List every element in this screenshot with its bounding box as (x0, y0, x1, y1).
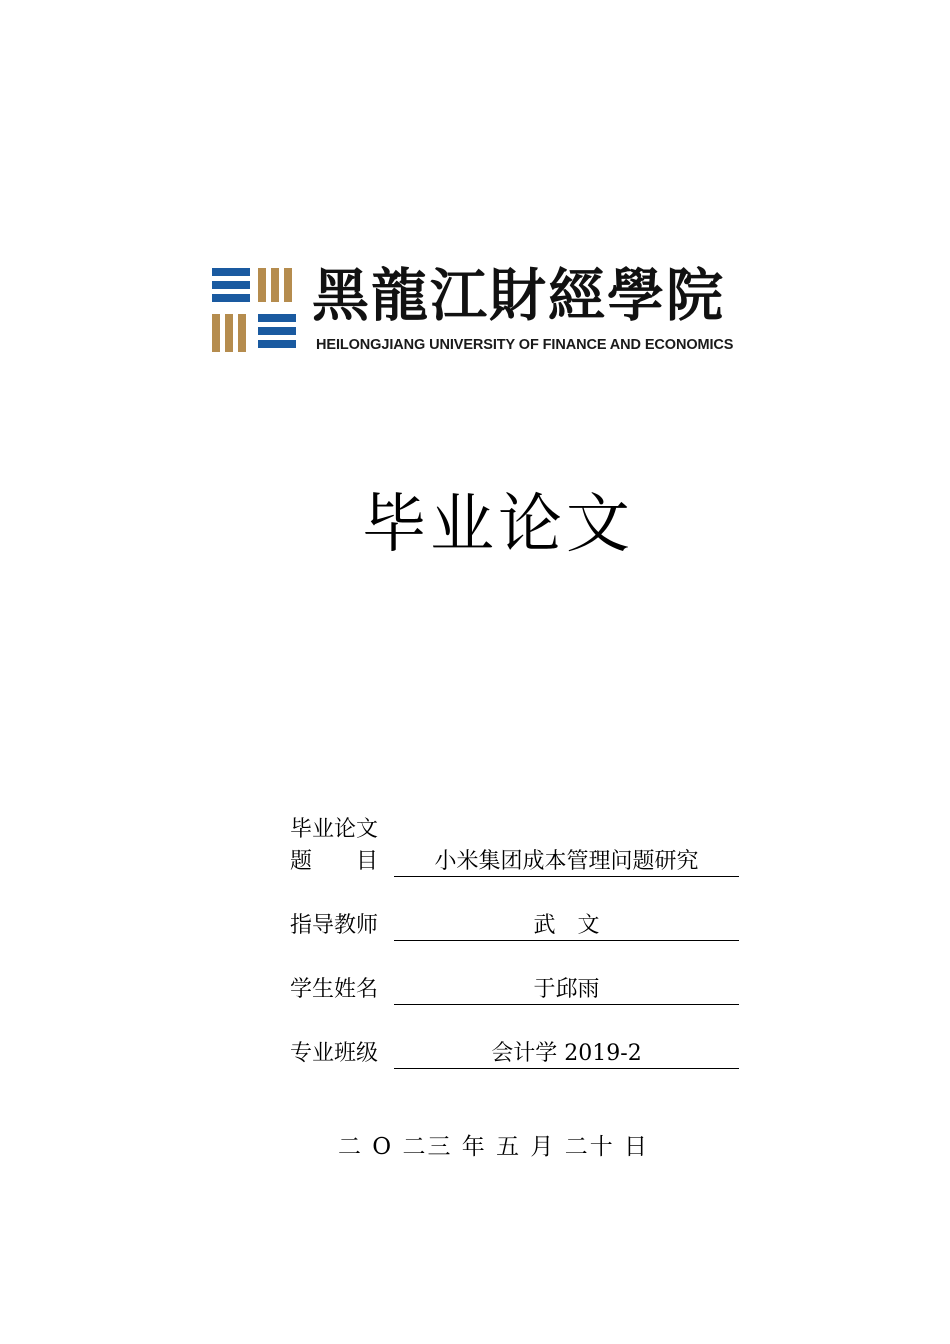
student-label: 学生姓名 (290, 977, 379, 1002)
university-emblem-icon (212, 268, 296, 352)
advisor-value: 武 文 (394, 910, 739, 941)
major-label: 专业班级 (290, 1041, 379, 1066)
university-logo (212, 262, 792, 358)
student-value: 于邱雨 (394, 974, 739, 1005)
major-row (290, 1038, 740, 1070)
topic-row (290, 846, 740, 878)
advisor-label: 指导教师 (290, 913, 379, 938)
student-row (290, 974, 740, 1006)
university-name-chinese: 黑龍江財經學院 (312, 262, 725, 329)
topic-label-line1: 毕业论文 (290, 817, 379, 842)
university-name-english: HEILONGJIANG UNIVERSITY OF FINANCE AND ECONOMICS (316, 337, 734, 353)
advisor-row (290, 910, 740, 942)
topic-value: 小米集团成本管理问题研究 (394, 846, 739, 877)
document-title: 毕业论文 (362, 488, 634, 562)
major-value: 会计学 2019-2 (394, 1038, 739, 1069)
topic-label: 题 目 (290, 849, 379, 874)
submission-date: 二 O 二三 年 五 月 二十 日 (338, 1134, 650, 1160)
